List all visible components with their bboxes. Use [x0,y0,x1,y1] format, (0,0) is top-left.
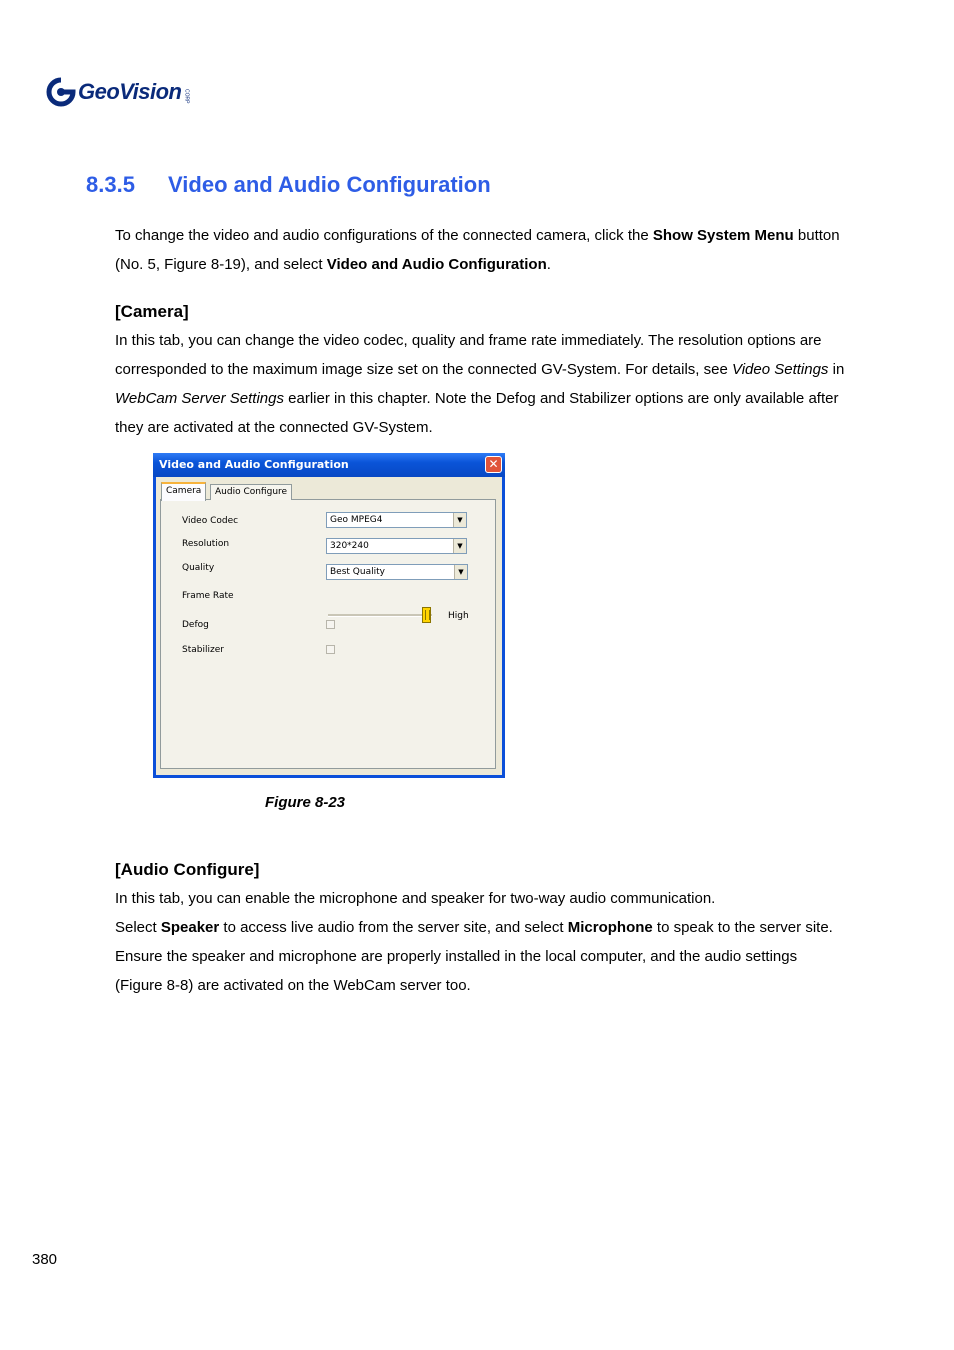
geovision-logo-icon [46,77,76,107]
frame-rate-label: Frame Rate [182,591,234,601]
defog-label: Defog [182,620,209,630]
intro-paragraph: To change the video and audio configurations of the connected camera, click the Show System Menu button (No. 5, Figure 8-19), and select Video and Audio Configuration. [115,227,840,273]
camera-tab-panel [160,499,496,769]
logo-text: GeoVision [78,79,182,104]
dialog-title: Video and Audio Configuration [159,458,349,471]
chevron-down-icon[interactable]: ▼ [453,539,466,553]
close-icon: ✕ [488,457,499,471]
section-number: 8.3.5 [86,172,135,197]
audio-paragraph [115,884,845,1000]
audio-heading: [Audio Configure] [115,860,260,879]
section-title-text: Video and Audio Configuration [168,172,491,197]
dialog-titlebar[interactable] [153,453,505,477]
audio-line-1: In this tab, you can enable the microphone and speaker for two-way audio communication. [115,890,716,907]
resolution-select[interactable]: 320*240 ▼ [326,538,467,554]
frame-rate-slider-thumb[interactable] [422,607,431,623]
resolution-label: Resolution [182,539,230,549]
video-codec-select[interactable]: Geo MPEG4 ▼ [326,512,467,528]
stabilizer-label: Stabilizer [182,645,224,655]
stabilizer-checkbox[interactable] [326,645,335,654]
close-button[interactable] [485,456,502,473]
frame-rate-value: High [448,611,469,621]
dialog-client [156,477,502,775]
tab-camera[interactable]: Camera [161,482,206,501]
page-number: 380 [32,1251,58,1268]
defog-checkbox[interactable] [326,620,335,629]
video-codec-label: Video Codec [182,516,239,526]
quality-select[interactable]: Best Quality ▼ [326,564,468,580]
camera-heading: [Camera] [115,302,189,321]
quality-label: Quality [182,563,215,573]
camera-paragraph: In this tab, you can change the video codec, quality and frame rate immediately. The resolution options are corresponded to the maximum image size set on the connected GV-System. For details, see Video Settings in WebCam Server Settings earlier in this chapter. Note the Defog and Stabilizer options are only available after they are activated at the connected GV-System. [115,332,845,436]
tab-audio-configure[interactable]: Audio Configure [210,484,292,500]
chevron-down-icon[interactable]: ▼ [453,513,466,527]
section-title [86,172,491,198]
frame-rate-slider-track[interactable] [328,614,432,617]
geovision-logo [46,76,189,108]
video-audio-config-dialog [153,453,505,778]
figure-caption: Figure 8-23 [265,794,346,811]
logo-corp: CORP [183,88,190,104]
audio-line-2: Select Speaker to access live audio from the server site, and select Microphone to speak to the server site. Ensure the speaker and microphone are properly installed in the local computer, and the audio settings (Figure 8-8) are activated on the WebCam server too. [115,919,833,994]
chevron-down-icon[interactable]: ▼ [454,565,467,579]
